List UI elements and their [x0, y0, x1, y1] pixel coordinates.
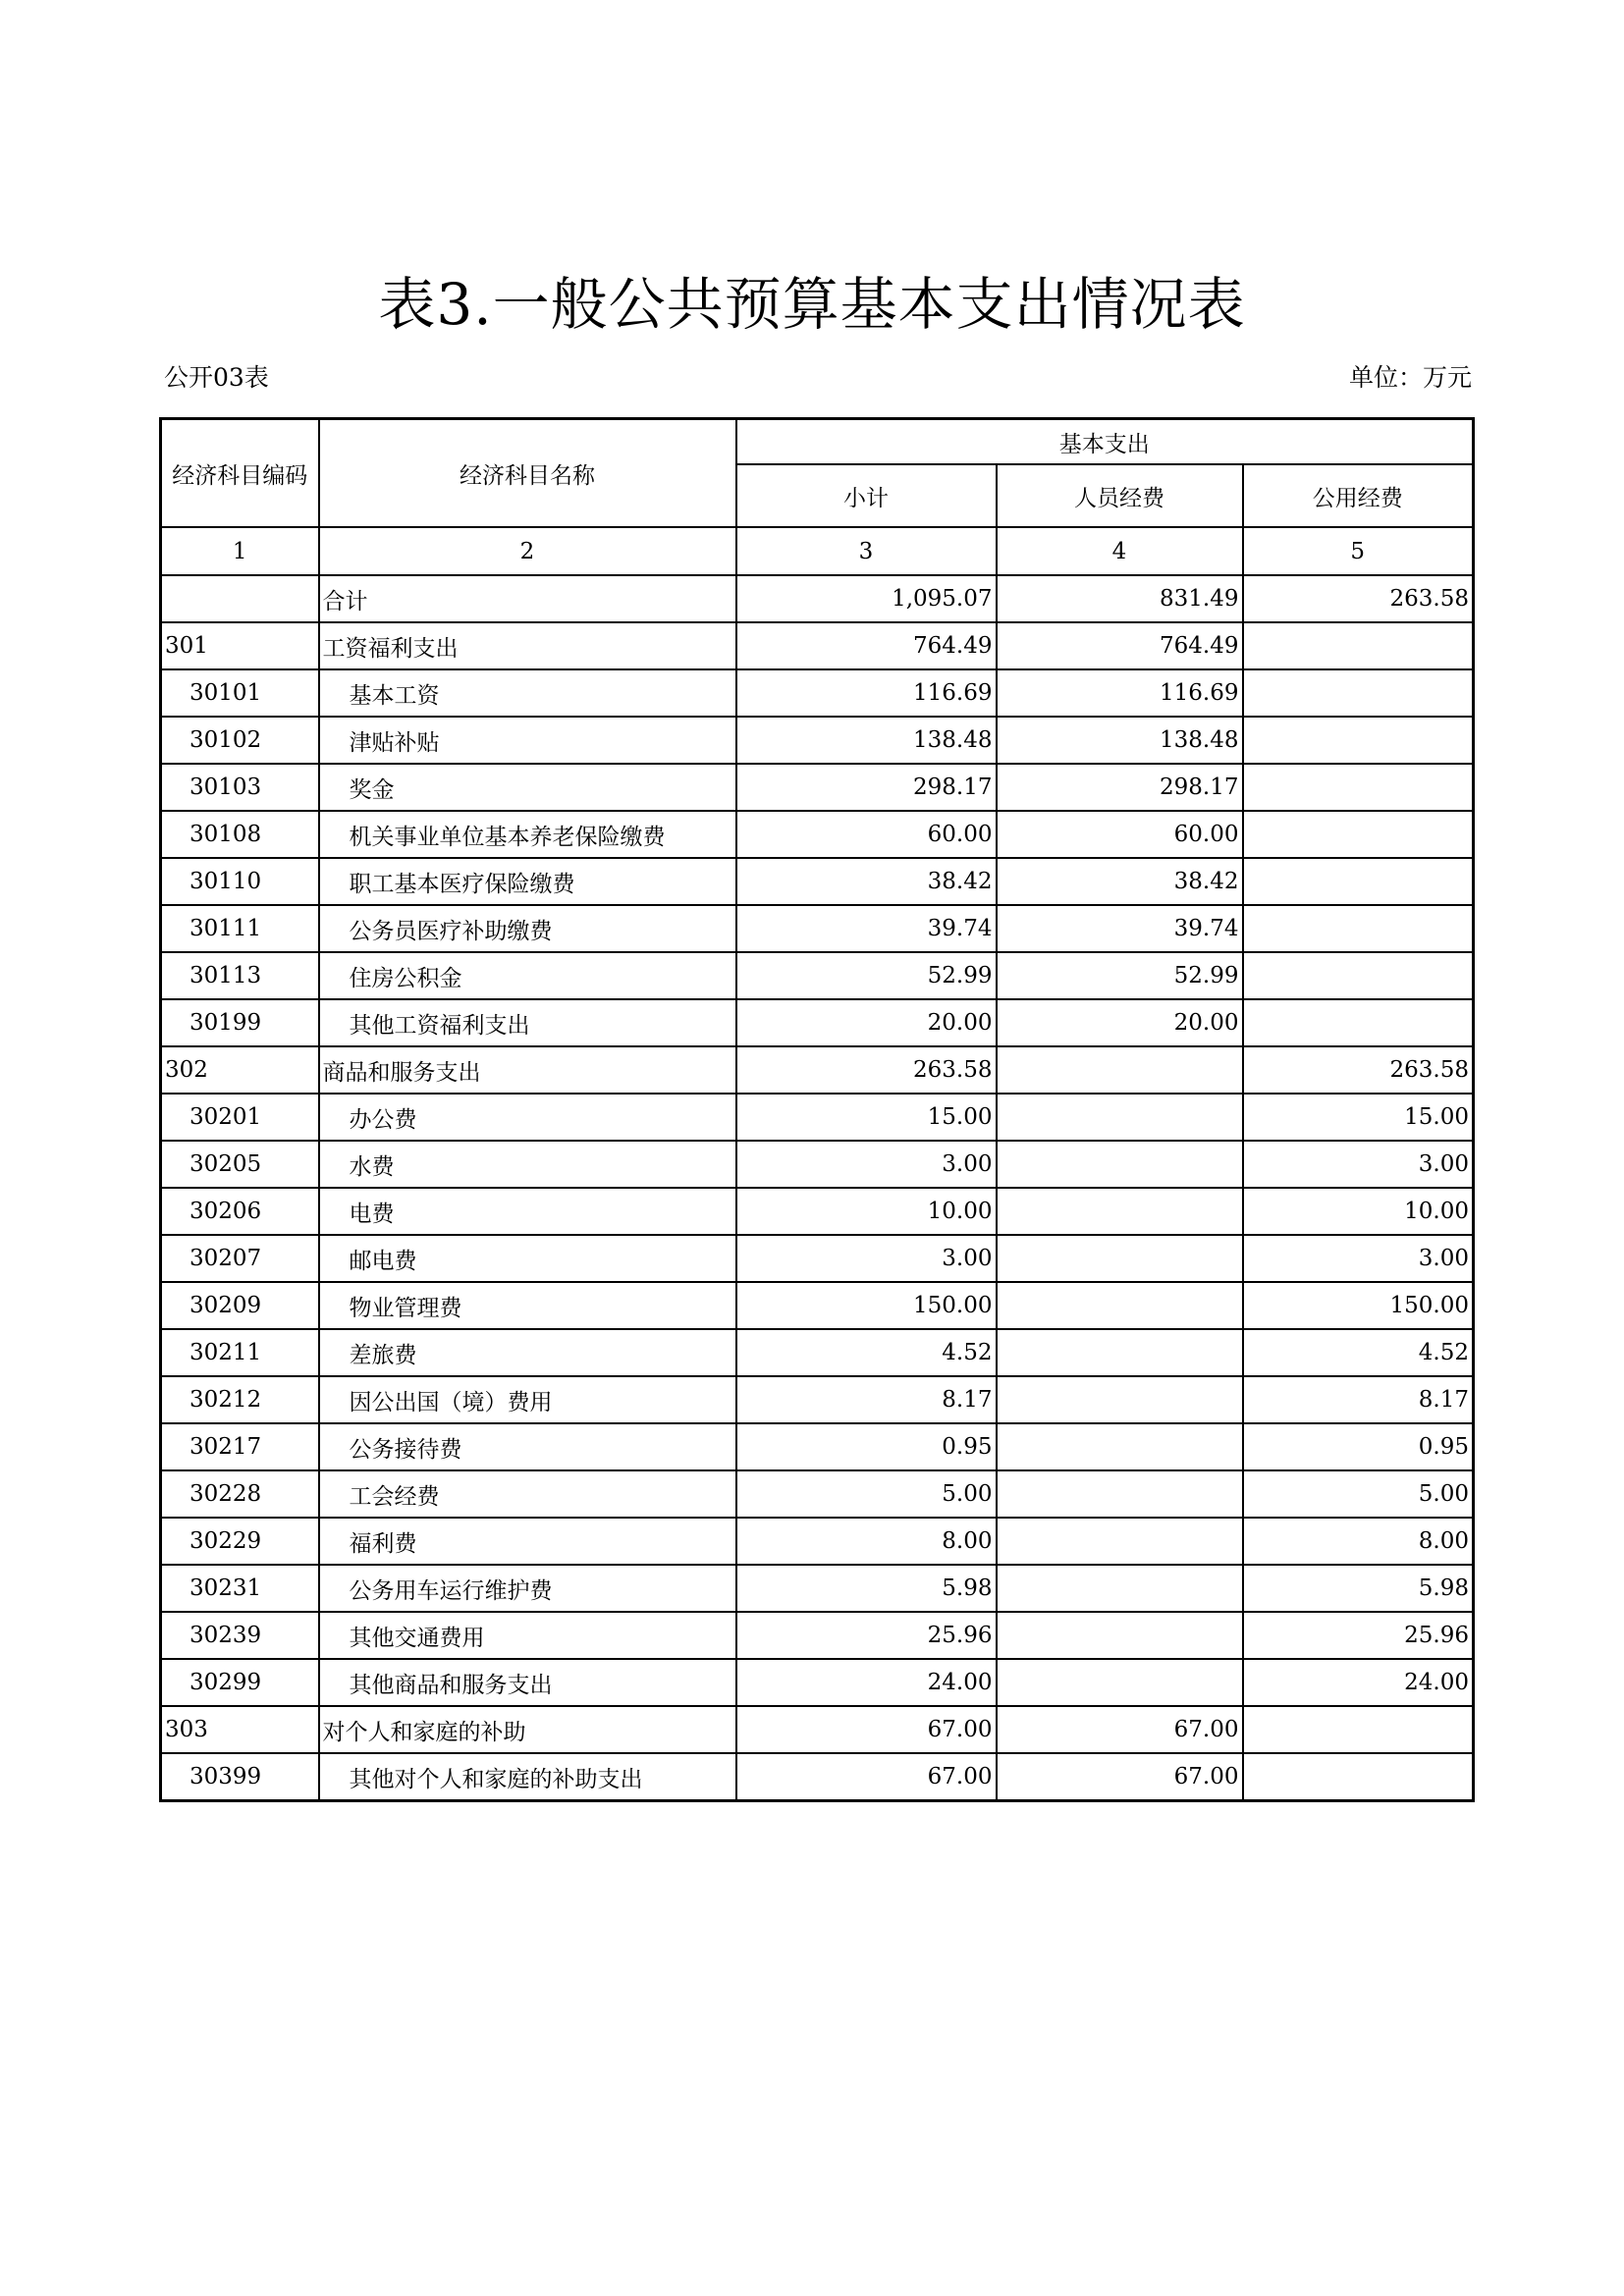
cell-name: 因公出国（境）费用: [319, 1376, 736, 1423]
cell-code: 30199: [161, 999, 319, 1046]
cell-subtotal: 20.00: [736, 999, 997, 1046]
cell-public-use: 24.00: [1243, 1659, 1474, 1706]
cell-personnel: [997, 1282, 1243, 1329]
cell-name: 邮电费: [319, 1235, 736, 1282]
cell-name: 公务接待费: [319, 1423, 736, 1470]
column-number: 3: [736, 527, 997, 575]
cell-code: 30231: [161, 1565, 319, 1612]
cell-subtotal: 24.00: [736, 1659, 997, 1706]
cell-name: 其他对个人和家庭的补助支出: [319, 1753, 736, 1801]
cell-code: 302: [161, 1046, 319, 1094]
cell-subtotal: 4.52: [736, 1329, 997, 1376]
cell-subtotal: 39.74: [736, 905, 997, 952]
cell-name: 物业管理费: [319, 1282, 736, 1329]
header-subtotal: 小计: [736, 464, 997, 527]
cell-personnel: 67.00: [997, 1753, 1243, 1801]
table-row: [161, 1612, 1474, 1659]
cell-name: 津贴补贴: [319, 717, 736, 764]
cell-personnel: 39.74: [997, 905, 1243, 952]
cell-public-use: 263.58: [1243, 1046, 1474, 1094]
cell-subtotal: 67.00: [736, 1706, 997, 1753]
cell-personnel: [997, 1141, 1243, 1188]
cell-personnel: 764.49: [997, 622, 1243, 669]
table-row: [161, 1141, 1474, 1188]
table-row: [161, 1659, 1474, 1706]
cell-public-use: 25.96: [1243, 1612, 1474, 1659]
cell-personnel: 831.49: [997, 575, 1243, 622]
cell-personnel: [997, 1376, 1243, 1423]
cell-public-use: [1243, 1753, 1474, 1801]
cell-code: 30207: [161, 1235, 319, 1282]
cell-name: 公务员医疗补助缴费: [319, 905, 736, 952]
table-row: [161, 999, 1474, 1046]
table-row: [161, 1329, 1474, 1376]
header-personnel: 人员经费: [997, 464, 1243, 527]
cell-code: 30110: [161, 858, 319, 905]
table-body: [161, 527, 1474, 1801]
cell-personnel: 298.17: [997, 764, 1243, 811]
cell-code: 30113: [161, 952, 319, 999]
cell-personnel: [997, 1094, 1243, 1141]
table-row: [161, 1376, 1474, 1423]
cell-code: 30111: [161, 905, 319, 952]
cell-code: 30101: [161, 669, 319, 717]
cell-subtotal: 3.00: [736, 1141, 997, 1188]
table-row: [161, 1235, 1474, 1282]
column-number: 4: [997, 527, 1243, 575]
table-row: [161, 952, 1474, 999]
cell-code: 30212: [161, 1376, 319, 1423]
cell-subtotal: 25.96: [736, 1612, 997, 1659]
table-row: [161, 1753, 1474, 1801]
cell-subtotal: 67.00: [736, 1753, 997, 1801]
cell-code: 30209: [161, 1282, 319, 1329]
column-number: 2: [319, 527, 736, 575]
cell-personnel: 38.42: [997, 858, 1243, 905]
cell-subtotal: 5.00: [736, 1470, 997, 1518]
cell-code: 301: [161, 622, 319, 669]
table-row: [161, 622, 1474, 669]
cell-public-use: 4.52: [1243, 1329, 1474, 1376]
cell-personnel: [997, 1518, 1243, 1565]
cell-code: 30103: [161, 764, 319, 811]
cell-public-use: 5.00: [1243, 1470, 1474, 1518]
cell-public-use: 8.00: [1243, 1518, 1474, 1565]
cell-public-use: [1243, 811, 1474, 858]
cell-subtotal: 116.69: [736, 669, 997, 717]
cell-code: 30399: [161, 1753, 319, 1801]
cell-subtotal: 38.42: [736, 858, 997, 905]
cell-code: [161, 575, 319, 622]
cell-public-use: 263.58: [1243, 575, 1474, 622]
cell-subtotal: 10.00: [736, 1188, 997, 1235]
cell-name: 其他工资福利支出: [319, 999, 736, 1046]
budget-table: [159, 417, 1475, 1802]
cell-code: 30217: [161, 1423, 319, 1470]
table-row: [161, 1094, 1474, 1141]
table-row: [161, 1046, 1474, 1094]
header-public-use: 公用经费: [1243, 464, 1474, 527]
cell-subtotal: 15.00: [736, 1094, 997, 1141]
cell-code: 30201: [161, 1094, 319, 1141]
table-row: [161, 1282, 1474, 1329]
cell-subtotal: 3.00: [736, 1235, 997, 1282]
cell-public-use: [1243, 1706, 1474, 1753]
cell-name: 其他交通费用: [319, 1612, 736, 1659]
table-row: [161, 1518, 1474, 1565]
cell-subtotal: 298.17: [736, 764, 997, 811]
cell-code: 30205: [161, 1141, 319, 1188]
cell-subtotal: 150.00: [736, 1282, 997, 1329]
cell-code: 303: [161, 1706, 319, 1753]
cell-personnel: [997, 1612, 1243, 1659]
cell-public-use: [1243, 764, 1474, 811]
header-code: 经济科目编码: [161, 419, 319, 528]
cell-personnel: [997, 1470, 1243, 1518]
table-row: [161, 1188, 1474, 1235]
cell-subtotal: 8.17: [736, 1376, 997, 1423]
cell-personnel: [997, 1423, 1243, 1470]
cell-subtotal: 52.99: [736, 952, 997, 999]
page-title: 表3.一般公共预算基本支出情况表: [378, 271, 1246, 338]
cell-subtotal: 138.48: [736, 717, 997, 764]
cell-public-use: 3.00: [1243, 1235, 1474, 1282]
cell-name: 奖金: [319, 764, 736, 811]
cell-personnel: [997, 1565, 1243, 1612]
table-row: [161, 764, 1474, 811]
cell-public-use: 0.95: [1243, 1423, 1474, 1470]
table-row: [161, 717, 1474, 764]
cell-public-use: 10.00: [1243, 1188, 1474, 1235]
cell-name: 差旅费: [319, 1329, 736, 1376]
cell-personnel: [997, 1188, 1243, 1235]
cell-personnel: 60.00: [997, 811, 1243, 858]
cell-code: 30239: [161, 1612, 319, 1659]
cell-name: 机关事业单位基本养老保险缴费: [319, 811, 736, 858]
table-row: [161, 905, 1474, 952]
cell-public-use: [1243, 669, 1474, 717]
cell-public-use: 5.98: [1243, 1565, 1474, 1612]
cell-name: 合计: [319, 575, 736, 622]
cell-personnel: [997, 1659, 1243, 1706]
cell-public-use: 15.00: [1243, 1094, 1474, 1141]
header-basic-expense: 基本支出: [736, 419, 1474, 465]
cell-name: 公务用车运行维护费: [319, 1565, 736, 1612]
cell-code: 30108: [161, 811, 319, 858]
cell-personnel: 20.00: [997, 999, 1243, 1046]
cell-name: 办公费: [319, 1094, 736, 1141]
cell-public-use: 8.17: [1243, 1376, 1474, 1423]
cell-subtotal: 8.00: [736, 1518, 997, 1565]
cell-public-use: 150.00: [1243, 1282, 1474, 1329]
unit-label: 单位：万元: [1348, 363, 1472, 392]
cell-personnel: 67.00: [997, 1706, 1243, 1753]
table-row: [161, 1706, 1474, 1753]
cell-public-use: [1243, 952, 1474, 999]
cell-personnel: 116.69: [997, 669, 1243, 717]
table-row: [161, 811, 1474, 858]
header-name: 经济科目名称: [319, 419, 736, 528]
cell-personnel: 138.48: [997, 717, 1243, 764]
cell-subtotal: 1,095.07: [736, 575, 997, 622]
cell-code: 30102: [161, 717, 319, 764]
form-number: 公开03表: [164, 363, 269, 392]
table-row: [161, 669, 1474, 717]
column-number: 1: [161, 527, 319, 575]
cell-subtotal: 0.95: [736, 1423, 997, 1470]
cell-personnel: 52.99: [997, 952, 1243, 999]
table-row: [161, 1470, 1474, 1518]
cell-subtotal: 764.49: [736, 622, 997, 669]
cell-name: 福利费: [319, 1518, 736, 1565]
table-row: [161, 1565, 1474, 1612]
column-number-row: [161, 527, 1474, 575]
cell-public-use: [1243, 905, 1474, 952]
cell-code: 30211: [161, 1329, 319, 1376]
cell-code: 30229: [161, 1518, 319, 1565]
cell-public-use: [1243, 999, 1474, 1046]
cell-name: 电费: [319, 1188, 736, 1235]
cell-code: 30206: [161, 1188, 319, 1235]
cell-name: 住房公积金: [319, 952, 736, 999]
cell-subtotal: 60.00: [736, 811, 997, 858]
cell-code: 30228: [161, 1470, 319, 1518]
cell-personnel: [997, 1329, 1243, 1376]
cell-public-use: 3.00: [1243, 1141, 1474, 1188]
cell-subtotal: 5.98: [736, 1565, 997, 1612]
cell-name: 水费: [319, 1141, 736, 1188]
cell-public-use: [1243, 717, 1474, 764]
cell-public-use: [1243, 622, 1474, 669]
cell-name: 工资福利支出: [319, 622, 736, 669]
column-number: 5: [1243, 527, 1474, 575]
header-row-top: [161, 419, 1474, 465]
cell-name: 基本工资: [319, 669, 736, 717]
cell-code: 30299: [161, 1659, 319, 1706]
cell-subtotal: 263.58: [736, 1046, 997, 1094]
cell-name: 对个人和家庭的补助: [319, 1706, 736, 1753]
total-row: [161, 575, 1474, 622]
cell-personnel: [997, 1235, 1243, 1282]
cell-name: 商品和服务支出: [319, 1046, 736, 1094]
cell-public-use: [1243, 858, 1474, 905]
table-row: [161, 1423, 1474, 1470]
cell-personnel: [997, 1046, 1243, 1094]
cell-name: 职工基本医疗保险缴费: [319, 858, 736, 905]
cell-name: 其他商品和服务支出: [319, 1659, 736, 1706]
table-row: [161, 858, 1474, 905]
cell-name: 工会经费: [319, 1470, 736, 1518]
